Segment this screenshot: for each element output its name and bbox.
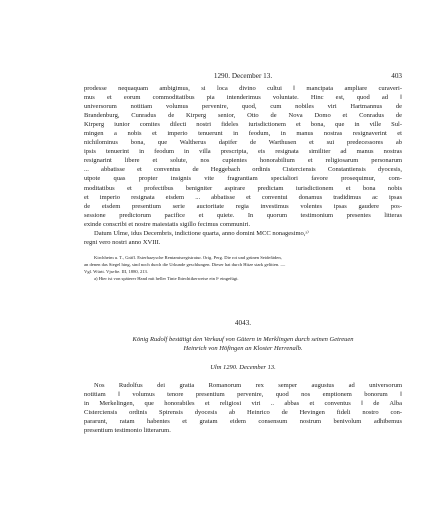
- datum-line: Datum Ulme, idus Decembris, indictione quarta, anno domini MCC nonagesimo,ᵃ⁾: [94, 229, 309, 237]
- text-line: de eisdem presentium serie auctoritate regia investimus volentes ipsas gaudere pos-: [84, 202, 402, 210]
- text-line: utpote quas propter insignis vite fragrantiam specialiori favore prosequimur, com-: [84, 175, 402, 183]
- source-note: Vgl. Württ. Vjsefte. III, 1880, 213.: [84, 269, 149, 275]
- text-line: mus et eorum commoditatibus pia intenderimus voluntate. Hinc est, quod ad ‖: [84, 94, 402, 102]
- text-line: et imperio resignata eisdem ... abbatisse et conventui donamus tradidimus ac ipsas: [84, 193, 402, 201]
- text-line: exinde conscribi et nostre maiestatis sigillo fecimus communiri.: [84, 220, 251, 228]
- text-line: pararunt, ratam habentes et gratam eidem consensum nostrum benivolum adhibemus: [84, 418, 402, 426]
- text-line: ipsis tenuerint in feodum in villa prescripta, eis resignata similiter ad manus nostras: [84, 148, 402, 156]
- dateline: Ulm 1290. December 13.: [210, 364, 276, 371]
- charter-text-4042: [84, 84, 402, 247]
- text-line: universorum notitiam volumus pervenire, quod, cum nobiles viri Hartmannus de: [84, 103, 402, 111]
- document-summary: [84, 335, 402, 353]
- document-number: 4043.: [234, 319, 252, 327]
- text-line: Kirperg iunior comites dilecti nostri fideles iurisdictionem et bona, que in ville Sul-: [84, 121, 402, 129]
- text-line: in Merkelingen, que honorabiles et religiosi viri .. abbas et conventus ‖ de Alba: [84, 400, 402, 408]
- text-line: moditatibus et profectibus benigniter aspirare predictam iurisdictionem et bona nobis: [84, 184, 402, 192]
- text-line: presentium testimonio litterarum.: [84, 427, 171, 435]
- datum-line: regni vero nostri anno XVIII.: [84, 238, 161, 246]
- summary-line: Heinrich von Höfingen an Kloster Herrenalb.: [183, 345, 303, 353]
- header-date: 1290. December 13.: [213, 72, 273, 80]
- text-line: nichilominus bona, que Waltherus dapifer de Warthusen et sui predecessores ab: [84, 139, 402, 147]
- charter-text-4043: [84, 381, 402, 435]
- text-line: prodesse nequaquam ambigimus, si loca divino cultui ‖ mancipata ampliare curaveri-: [84, 85, 402, 92]
- page-number: 403: [391, 72, 402, 80]
- text-line: ... abbatisse et conventus de Heggebach ordinis Cisterciensis Constantiensis dyocesis,: [84, 166, 402, 174]
- footnotes: [84, 254, 402, 282]
- text-line: Nos Rudolfus dei gratia Romanorum rex semper augustus ad universorum: [94, 382, 402, 389]
- source-note: Kirchheim u. T., Gräfl. Esterhazysche Rentamtsregistratur. Orig. Perg. Die rot und grünen Seidefäden,: [94, 255, 282, 260]
- text-line: Brandenburg, Cunradus de Kirperg senior, Otto de Nova Domo et Conradus de: [84, 112, 402, 120]
- text-line: resignarint libere et solute, nos cupientes honorabilium et religiosarum personarum: [84, 157, 402, 165]
- text-line: notitiam ‖ volumus tenore presentium pervenire, quod nos emptionem bonorum ‖: [84, 391, 402, 399]
- text-line: mingen a nobis et imperio tenuerunt in feodum, in manus nostras resignaverint et: [84, 130, 402, 138]
- running-header: [84, 72, 402, 82]
- summary-line: König Rudolf bestätigt den Verkauf von Gütern in Merklingen durch seinen Getreuen: [132, 336, 354, 343]
- text-line: sessione predictorum pacifice et quiete. In quorum testimonium presentes litteras: [84, 211, 402, 219]
- text-line: Cisterciensis ordinis Spirensis dyocesis ab Heinrico de Hevingen fideli nostro con-: [84, 409, 402, 417]
- source-note: an denen das Siegel hing, sind noch durch die Urkunde geschlungen. Dieser hat durch Hitze stark gelitten. —: [84, 262, 286, 268]
- footnote-a: a) Hier ist von späterer Hand mit heller Tinte Ibiechtikerweise ein Iᵒ eingefügt.: [94, 276, 239, 282]
